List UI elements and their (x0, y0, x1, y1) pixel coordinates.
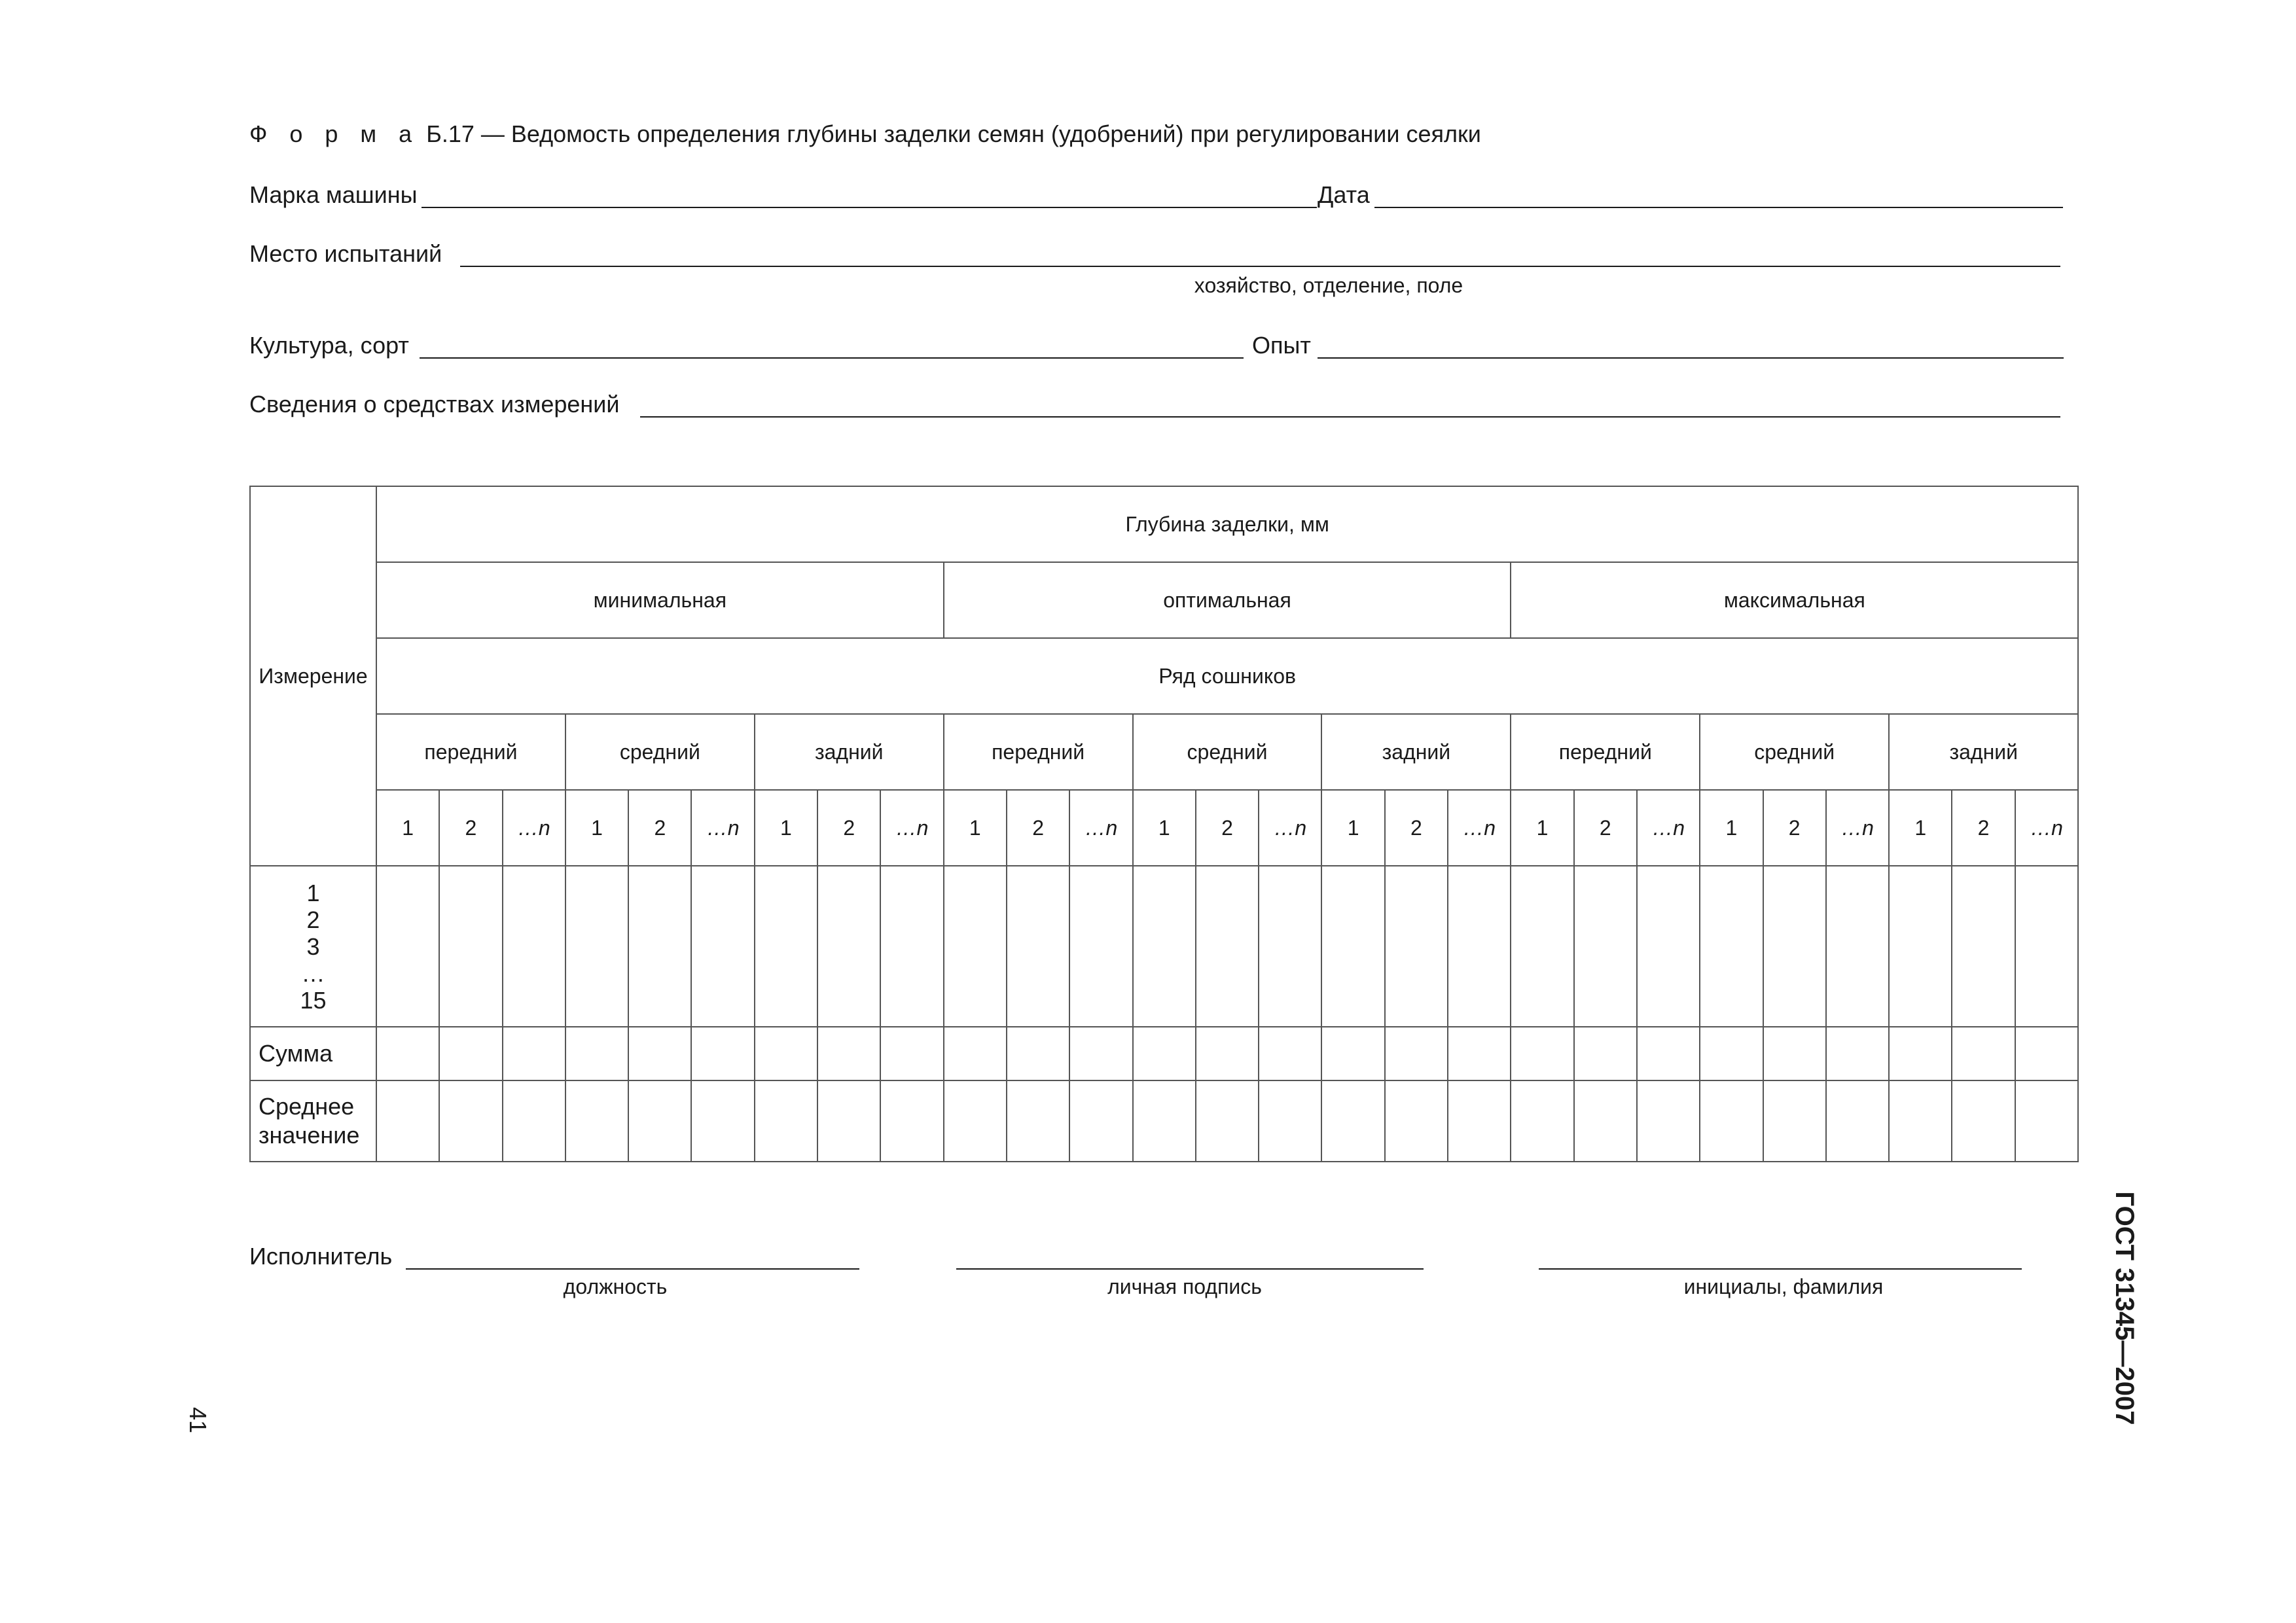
row-number: … (301, 959, 325, 987)
data-cell[interactable] (1448, 866, 1511, 1027)
data-cell[interactable] (1069, 1080, 1132, 1162)
data-cell[interactable] (944, 866, 1007, 1027)
subcolumn-row (250, 790, 2078, 866)
data-cell[interactable] (2015, 1080, 2079, 1162)
data-cell[interactable] (1763, 1027, 1826, 1080)
data-cell[interactable] (1511, 1027, 1573, 1080)
data-cell[interactable] (1826, 866, 1889, 1027)
data-cell[interactable] (1511, 866, 1573, 1027)
subcolumn-header: 2 (628, 790, 691, 866)
data-cell[interactable] (1385, 1080, 1448, 1162)
form-title (249, 120, 1481, 149)
row-number: 1 (306, 879, 320, 906)
avg-label: Среднее значение (250, 1080, 376, 1162)
subcolumn-header: 2 (1574, 790, 1637, 866)
data-cell[interactable] (1133, 866, 1196, 1027)
name-field[interactable] (1539, 1268, 2022, 1270)
data-row (250, 866, 2078, 1027)
data-cell[interactable] (1321, 1027, 1384, 1080)
subcolumn-header: 1 (755, 790, 817, 866)
subcolumn-header: 1 (1511, 790, 1573, 866)
measure-header: Измерение (250, 486, 376, 866)
data-cell[interactable] (1763, 866, 1826, 1027)
data-cell[interactable] (1196, 1027, 1259, 1080)
subcolumn-header: 1 (565, 790, 628, 866)
data-cell[interactable] (1196, 866, 1259, 1027)
coulter-header: средний (1700, 714, 1889, 790)
data-cell[interactable] (439, 866, 502, 1027)
coulter-header: задний (1889, 714, 2078, 790)
data-cell[interactable] (817, 1027, 880, 1080)
data-cell[interactable] (1763, 1080, 1826, 1162)
data-cell[interactable] (376, 1027, 439, 1080)
data-cell[interactable] (1889, 866, 1952, 1027)
data-cell[interactable] (880, 866, 943, 1027)
subcolumn-header: …n (1637, 790, 1700, 866)
subcolumn-header: 2 (439, 790, 502, 866)
instruments-field[interactable] (640, 416, 2060, 418)
subcolumn-header: …n (880, 790, 943, 866)
data-cell[interactable] (1952, 1027, 2015, 1080)
data-cell[interactable] (755, 866, 817, 1027)
coulter-header: передний (376, 714, 565, 790)
data-cell[interactable] (376, 866, 439, 1027)
subcolumn-header: …n (1259, 790, 1321, 866)
data-cell[interactable] (1448, 1080, 1511, 1162)
subcolumn-header: …n (1826, 790, 1889, 866)
subcolumn-header: 1 (1133, 790, 1196, 866)
coulter-header: средний (565, 714, 755, 790)
data-cell[interactable] (1826, 1027, 1889, 1080)
subcolumn-header: …n (1448, 790, 1511, 866)
data-cell[interactable] (376, 1080, 439, 1162)
signature-caption: личная подпись (1107, 1275, 1262, 1298)
data-cell[interactable] (1574, 1027, 1637, 1080)
subcolumn-header: …n (1069, 790, 1132, 866)
data-cell[interactable] (880, 1027, 943, 1080)
subcolumn-header: …n (2015, 790, 2079, 866)
data-cell[interactable] (1700, 1080, 1763, 1162)
experiment-label: Опыт (1252, 332, 1311, 359)
experiment-field[interactable] (1318, 357, 2064, 359)
place-caption: хозяйство, отделение, поле (1194, 274, 1463, 297)
data-cell[interactable] (1321, 866, 1384, 1027)
data-cell[interactable] (439, 1027, 502, 1080)
data-cell[interactable] (1637, 1080, 1700, 1162)
data-cell[interactable] (1259, 1080, 1321, 1162)
data-cell[interactable] (628, 866, 691, 1027)
data-cell[interactable] (1574, 1080, 1637, 1162)
name-caption: инициалы, фамилия (1683, 1275, 1884, 1298)
form-title-text: Б.17 — Ведомость определения глубины заделки семян (удобрений) при регулировании сеялки (426, 120, 1481, 147)
page-number: 41 (185, 1406, 211, 1434)
subcolumn-header: 1 (1889, 790, 1952, 866)
data-cell[interactable] (1952, 1080, 2015, 1162)
data-cell[interactable] (880, 1080, 943, 1162)
data-cell[interactable] (565, 866, 628, 1027)
subcolumn-header: 1 (944, 790, 1007, 866)
data-cell[interactable] (817, 1080, 880, 1162)
data-cell[interactable] (1889, 1080, 1952, 1162)
row-number: 3 (306, 933, 320, 960)
date-field[interactable] (1374, 207, 2063, 208)
data-cell[interactable] (1385, 866, 1448, 1027)
avg-row (250, 1080, 2078, 1162)
subcolumn-header: 1 (1700, 790, 1763, 866)
place-label: Место испытаний (249, 240, 442, 267)
executor-label: Исполнитель (249, 1243, 393, 1270)
sum-label: Сумма (250, 1027, 376, 1080)
machine-field[interactable] (422, 207, 1317, 208)
data-cell[interactable] (1259, 866, 1321, 1027)
data-cell[interactable] (1133, 1027, 1196, 1080)
subcolumn-header: 2 (817, 790, 880, 866)
data-cell[interactable] (944, 1080, 1007, 1162)
coulter-header: средний (1133, 714, 1322, 790)
data-row-numbers (250, 866, 376, 1027)
data-cell[interactable] (944, 1027, 1007, 1080)
data-cell[interactable] (1448, 1027, 1511, 1080)
form-prefix: Ф о р м а (249, 120, 420, 147)
machine-label: Марка машины (249, 181, 418, 208)
data-cell[interactable] (565, 1027, 628, 1080)
data-cell[interactable] (1069, 866, 1132, 1027)
signature-field[interactable] (956, 1268, 1424, 1270)
subcolumn-header: …n (503, 790, 565, 866)
data-cell[interactable] (1007, 1080, 1069, 1162)
place-field[interactable] (460, 266, 2060, 267)
row-header: Ряд сошников (376, 638, 2078, 714)
data-cell[interactable] (755, 1080, 817, 1162)
crop-label: Культура, сорт (249, 332, 409, 359)
data-cell[interactable] (2015, 1027, 2079, 1080)
date-label: Дата (1318, 181, 1370, 208)
data-cell[interactable] (691, 866, 754, 1027)
data-cell[interactable] (1259, 1027, 1321, 1080)
data-cell[interactable] (503, 866, 565, 1027)
data-cell[interactable] (691, 1080, 754, 1162)
depth-group-opt: оптимальная (944, 562, 1511, 638)
depth-group-min: минимальная (376, 562, 944, 638)
data-cell[interactable] (1889, 1027, 1952, 1080)
subcolumn-header: 2 (1952, 790, 2015, 866)
data-cell[interactable] (1385, 1027, 1448, 1080)
data-cell[interactable] (503, 1027, 565, 1080)
row-number: 2 (306, 906, 320, 933)
depth-table (249, 486, 2079, 1162)
coulter-header: задний (1321, 714, 1511, 790)
data-cell[interactable] (1700, 1027, 1763, 1080)
instruments-label: Сведения о средствах измерений (249, 391, 620, 418)
depth-header: Глубина заделки, мм (376, 486, 2078, 562)
standard-label: ГОСТ 31345—2007 (2110, 1191, 2139, 1425)
data-cell[interactable] (628, 1080, 691, 1162)
position-caption: должность (563, 1275, 668, 1298)
data-cell[interactable] (1826, 1080, 1889, 1162)
data-cell[interactable] (1196, 1080, 1259, 1162)
data-cell[interactable] (1700, 866, 1763, 1027)
data-cell[interactable] (1952, 866, 2015, 1027)
data-cell[interactable] (1069, 1027, 1132, 1080)
subcolumn-header: 2 (1007, 790, 1069, 866)
data-cell[interactable] (1637, 1027, 1700, 1080)
data-cell[interactable] (755, 1027, 817, 1080)
data-cell[interactable] (1007, 866, 1069, 1027)
coulter-header: передний (944, 714, 1133, 790)
data-cell[interactable] (691, 1027, 754, 1080)
data-cell[interactable] (439, 1080, 502, 1162)
crop-field[interactable] (420, 357, 1244, 359)
data-cell[interactable] (1637, 866, 1700, 1027)
data-cell[interactable] (1321, 1080, 1384, 1162)
data-cell[interactable] (817, 866, 880, 1027)
subcolumn-header: 1 (1321, 790, 1384, 866)
data-cell[interactable] (565, 1080, 628, 1162)
data-cell[interactable] (503, 1080, 565, 1162)
subcolumn-header: 2 (1763, 790, 1826, 866)
subcolumn-header: 2 (1385, 790, 1448, 866)
subcolumn-header: …n (691, 790, 754, 866)
data-cell[interactable] (628, 1027, 691, 1080)
coulter-header: задний (755, 714, 944, 790)
subcolumn-header: 1 (376, 790, 439, 866)
data-cell[interactable] (1511, 1080, 1573, 1162)
depth-group-max: максимальная (1511, 562, 2078, 638)
data-cell[interactable] (1007, 1027, 1069, 1080)
data-cell[interactable] (1574, 866, 1637, 1027)
subcolumn-header: 2 (1196, 790, 1259, 866)
coulter-header: передний (1511, 714, 1700, 790)
sum-row (250, 1027, 2078, 1080)
position-field[interactable] (406, 1268, 859, 1270)
data-cell[interactable] (1133, 1080, 1196, 1162)
row-number: 15 (300, 986, 327, 1014)
data-cell[interactable] (2015, 866, 2079, 1027)
